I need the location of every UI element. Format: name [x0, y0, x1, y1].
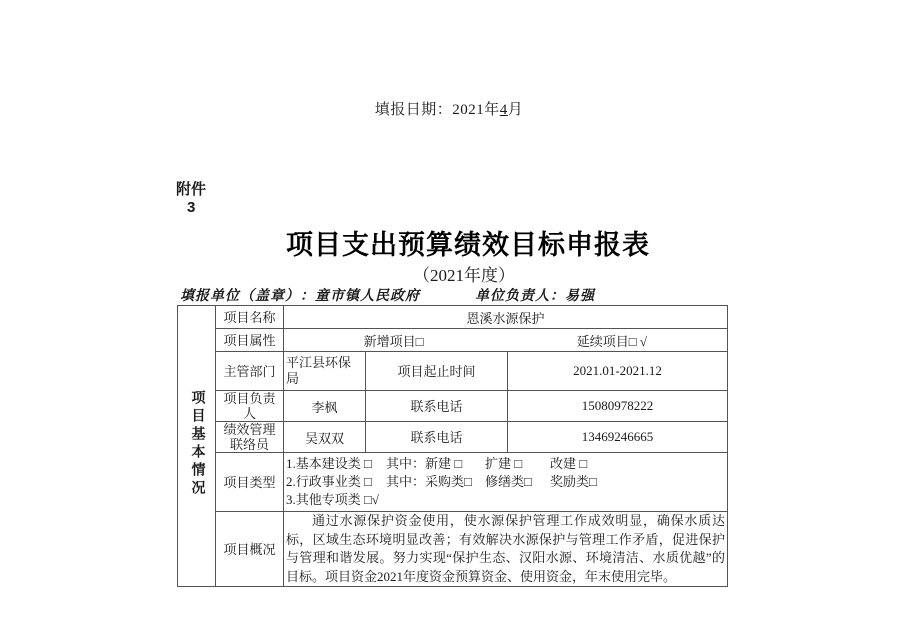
fill-unit-label: 填报单位（盖章）：童市镇人民政府: [180, 289, 420, 304]
label-project-overview: 项目概况: [216, 512, 284, 587]
label-performance-liaison-line2: 联络员: [229, 437, 269, 452]
fill-date-suffix: 月: [507, 102, 524, 118]
form-year-subtitle: （2021年度）: [413, 266, 515, 285]
project-basic-info-table: [177, 305, 728, 587]
value-project-name: 恩溪水源保护: [284, 306, 728, 329]
value-project-overview: [284, 512, 728, 587]
fill-date-prefix: 填报日期：2021年: [374, 102, 500, 118]
value-project-attribute: [284, 329, 728, 352]
type-other-special-checkbox: 3.其他专项类 □√: [286, 492, 379, 507]
attachment-label: [176, 181, 206, 217]
project-type-line-2: [286, 473, 725, 491]
value-performance-liaison: 吴双双: [284, 422, 366, 453]
type-basic-construction-checkbox: 1.基本建设类 □: [286, 456, 372, 471]
type-administrative-checkbox: 2.行政事业类 □: [286, 474, 372, 489]
label-project-attribute: 项目属性: [216, 329, 284, 352]
form-title: 项目支出预算绩效目标申报表: [286, 230, 650, 260]
label-performance-liaison: [216, 422, 284, 453]
project-type-line-3: [286, 491, 725, 509]
type-procurement-checkbox: 其中：采购类□: [386, 474, 472, 489]
value-leader-phone: 15080978222: [508, 391, 728, 422]
fill-date-month-underlined: 4: [499, 102, 508, 118]
project-type-line-1: [286, 455, 725, 473]
label-project-type: 项目类型: [216, 453, 284, 512]
value-project-type: [284, 453, 728, 512]
section-header-vertical-text: 项目基本情况: [189, 390, 205, 498]
value-competent-department: 平江县环保局: [284, 352, 366, 391]
type-newbuild-checkbox: 其中：新建 □: [386, 456, 463, 471]
option-new-project-checkbox: 新增项目□: [363, 333, 424, 349]
label-competent-department: 主管部门: [216, 352, 284, 391]
value-project-leader: 李枫: [284, 391, 366, 422]
label-project-leader: 项目负责人: [216, 391, 284, 422]
label-project-period: 项目起止时间: [366, 352, 508, 391]
attachment-text: 附件: [176, 181, 207, 198]
unit-head-label: 单位负责人：易强: [475, 289, 595, 304]
label-project-name: 项目名称: [216, 306, 284, 329]
attachment-number: 3: [187, 199, 196, 216]
fill-date: [0, 98, 898, 119]
label-liaison-phone: 联系电话: [366, 422, 508, 453]
value-project-period: 2021.01-2021.12: [508, 352, 728, 391]
type-rebuild-checkbox: 改建 □: [550, 456, 588, 471]
label-leader-phone: 联系电话: [366, 391, 508, 422]
type-expand-checkbox: 扩建 □: [485, 456, 523, 471]
value-liaison-phone: 13469246665: [508, 422, 728, 453]
section-header-cell: [178, 306, 216, 587]
type-repair-checkbox: 修缮类□: [485, 474, 532, 489]
project-overview-text: 通过水源保护资金使用，使水源保护管理工作成效明显，确保水质达标，区域生态环境明显改善；有效解决水源保护与管理工作矛盾，促进保护与管理和谐发展。努力实现“保护生态、汉阳水源、环境清洁、水质优越”的目标。项目资金2021年度资金预算资金、使用资金，年末使用完毕。: [286, 513, 725, 584]
label-performance-liaison-line1: 绩效管理: [223, 422, 276, 437]
type-reward-checkbox: 奖励类□: [550, 474, 597, 489]
option-continue-project-checkbox: 延续项目□ √: [576, 333, 648, 349]
